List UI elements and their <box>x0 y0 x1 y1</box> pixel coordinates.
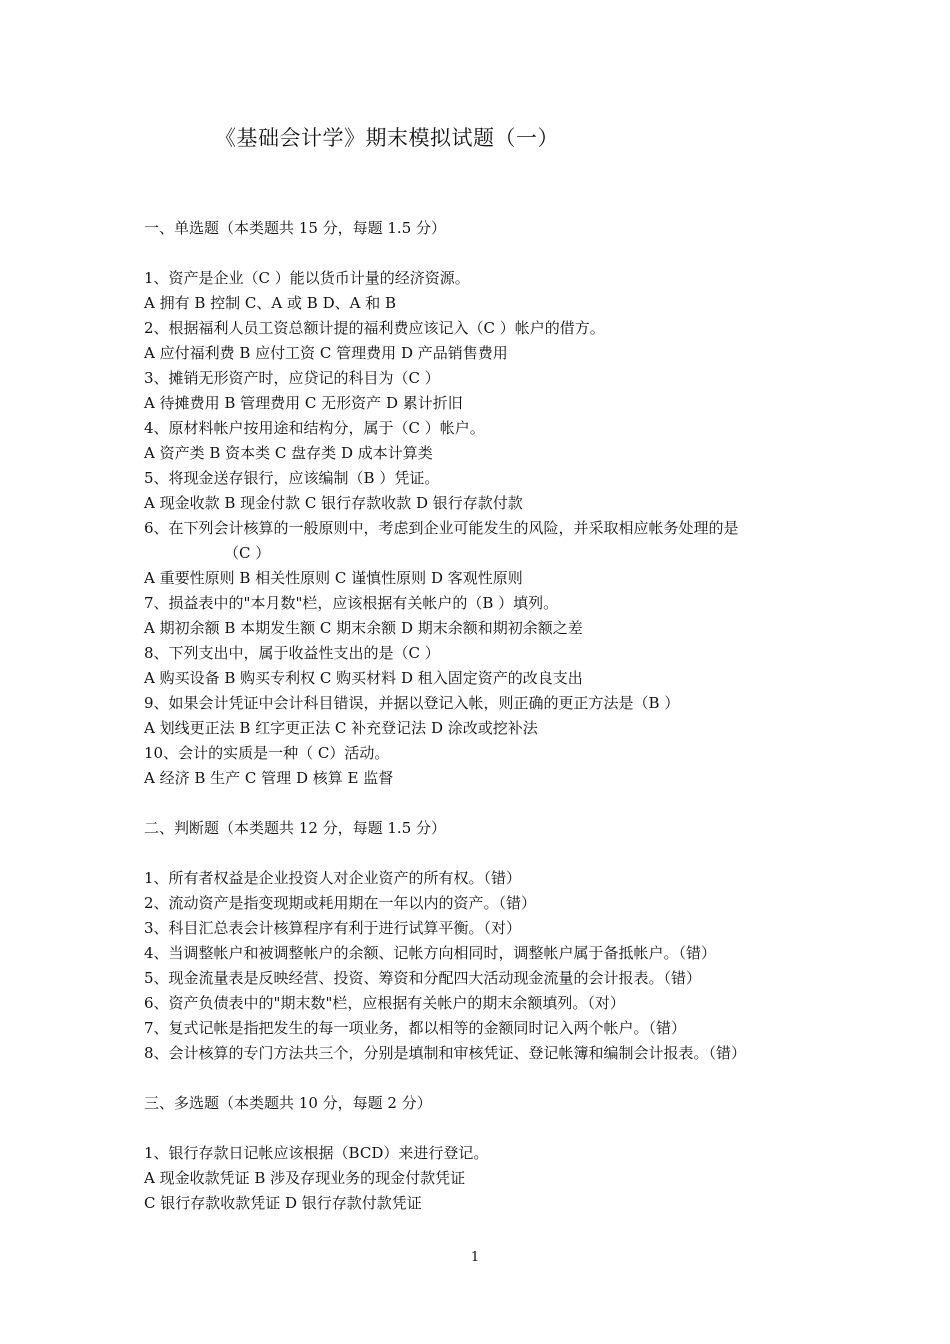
options-line: A 应付福利费 B 应付工资 C 管理费用 D 产品销售费用 <box>144 344 508 362</box>
question-answer-continuation: （C ） <box>224 544 271 562</box>
options-line: A 划线更正法 B 红字更正法 C 补充登记法 D 涂改或挖补法 <box>144 719 538 737</box>
options-line: A 待摊费用 B 管理费用 C 无形资产 D 累计折旧 <box>144 394 463 412</box>
statement-line: 7、复式记帐是指把发生的每一项业务，都以相等的金额同时记入两个帐户。（错） <box>144 1019 687 1037</box>
spacer <box>144 241 844 266</box>
question-line: 1、资产是企业（C ）能以货币计量的经济资源。 <box>144 269 470 287</box>
spacer <box>144 1066 844 1091</box>
options-line: A 拥有 B 控制 C、A 或 B D、A 和 B <box>144 294 396 312</box>
question-line: 3、摊销无形资产时，应贷记的科目为（C ） <box>144 369 440 387</box>
statement-line: 3、科目汇总表会计核算程序有利于进行试算平衡。（对） <box>144 919 522 937</box>
statement-line: 2、流动资产是指变现期或耗用期在一年以内的资产。（错） <box>144 894 537 912</box>
statement-line: 6、资产负债表中的"期末数"栏，应根据有关帐户的期末余额填列。（对） <box>144 994 625 1012</box>
question-line: 5、将现金送存银行，应该编制（B ）凭证。 <box>144 469 440 487</box>
statement-line: 8、会计核算的专门方法共三个，分别是填制和审核凭证、登记帐簿和编制会计报表。（错） <box>144 1044 747 1062</box>
spacer <box>144 791 844 816</box>
statement-line: 4、当调整帐户和被调整帐户的余额、记帐方向相同时，调整帐户属于备抵帐户。（错） <box>144 944 717 962</box>
options-line: A 期初余额 B 本期发生额 C 期末余额 D 期末余额和期初余额之差 <box>144 619 583 637</box>
question-line: 7、损益表中的"本月数"栏，应该根据有关帐户的（B ）填列。 <box>144 594 559 612</box>
question-line: 9、如果会计凭证中会计科目错误，并据以登记入帐，则正确的更正方法是（B ） <box>144 694 680 712</box>
question-line: 10、会计的实质是一种（ C）活动。 <box>144 744 390 762</box>
statement-line: 5、现金流量表是反映经营、投资、筹资和分配四大活动现金流量的会计报表。（错） <box>144 969 702 987</box>
question-line: 4、原材料帐户按用途和结构分，属于（C ）帐户。 <box>144 419 485 437</box>
question-line: 2、根据福利人员工资总额计提的福利费应该记入（C ）帐户的借方。 <box>144 319 605 337</box>
question-line: 8、下列支出中，属于收益性支出的是（C ） <box>144 644 440 662</box>
document-body <box>144 216 844 1216</box>
spacer <box>144 1116 844 1141</box>
page-number: 1 <box>470 1250 480 1265</box>
options-line: A 重要性原则 B 相关性原则 C 谨慎性原则 D 客观性原则 <box>144 569 523 587</box>
options-line: A 经济 B 生产 C 管理 D 核算 E 监督 <box>144 769 394 787</box>
options-line: C 银行存款收款凭证 D 银行存款付款凭证 <box>144 1194 422 1212</box>
options-line: A 现金收款 B 现金付款 C 银行存款收款 D 银行存款付款 <box>144 494 523 512</box>
section-heading-single-choice: 一、单选题（本类题共 15 分，每题 1.5 分） <box>144 219 447 237</box>
document-title: 《基础会计学》期末模拟试题（一） <box>215 126 559 150</box>
options-line: A 现金收款凭证 B 涉及存现业务的现金付款凭证 <box>144 1169 466 1187</box>
section-heading-true-false: 二、判断题（本类题共 12 分，每题 1.5 分） <box>144 819 447 837</box>
options-line: A 购买设备 B 购买专利权 C 购买材料 D 租入固定资产的改良支出 <box>144 669 583 687</box>
question-line: 6、在下列会计核算的一般原则中，考虑到企业可能发生的风险，并采取相应帐务处理的是 <box>144 519 739 537</box>
section-heading-multiple-choice: 三、多选题（本类题共 10 分，每题 2 分） <box>144 1094 432 1112</box>
spacer <box>144 841 844 866</box>
statement-line: 1、所有者权益是企业投资人对企业资产的所有权。（错） <box>144 869 522 887</box>
question-line: 1、银行存款日记帐应该根据（BCD）来进行登记。 <box>144 1144 489 1162</box>
options-line: A 资产类 B 资本类 C 盘存类 D 成本计算类 <box>144 444 433 462</box>
